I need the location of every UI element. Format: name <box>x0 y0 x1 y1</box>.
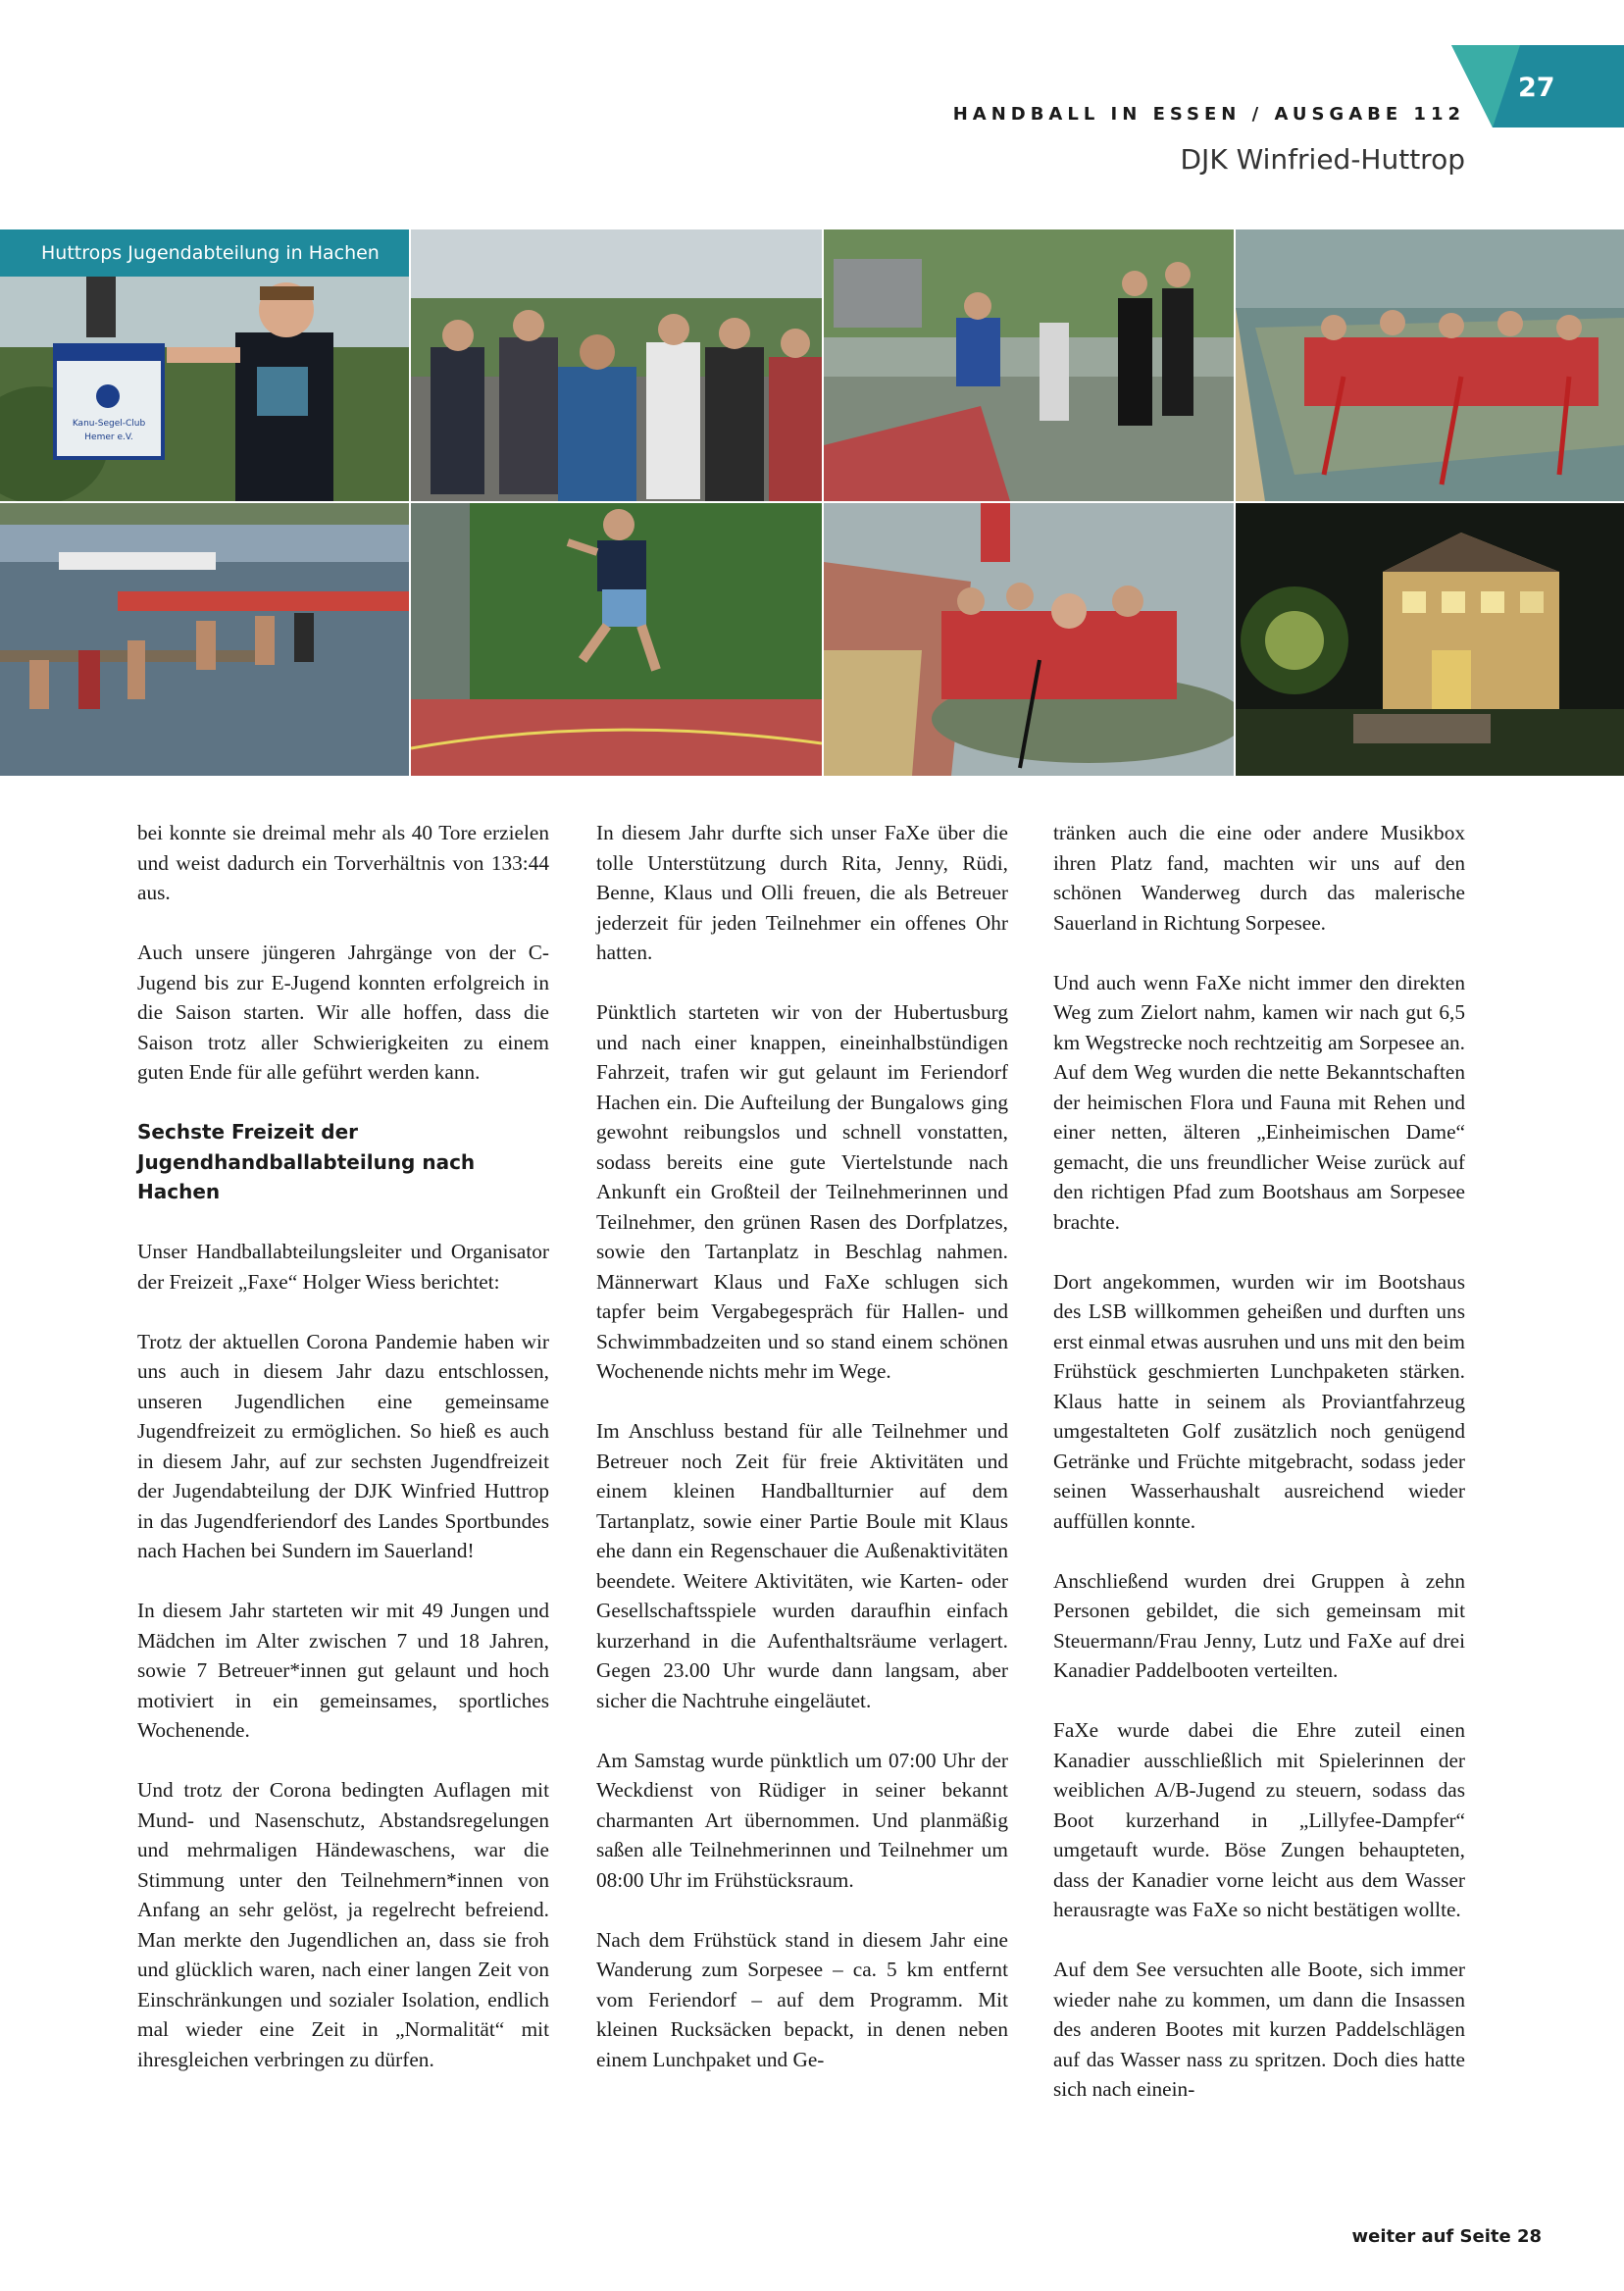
svg-text:Hemer e.V.: Hemer e.V. <box>84 433 133 442</box>
paragraph: Unser Handballabteilungsleiter und Organisator der Freizeit „Faxe“ Holger Wiess berichtet: <box>137 1240 549 1294</box>
paragraph: FaXe wurde dabei die Ehre zuteil einen Kanadier ausschließlich mit Spielerinnen der weiblichen A/B-Jugend zu steuern, sodass das Boot kurzerhand in „Lillyfee-Dampfer“ umgetauft wurde. Böse Zungen behaupteten, dass der Kanadier vorne leicht aus dem Wasser herausragte was FaXe so nicht bestätigen wollte. <box>1053 1718 1465 1921</box>
paragraph: Anschließend wurden drei Gruppen à zehn Personen gebildet, die sich gemeinsam mit Steuermann/Frau Jenny, Lutz und FaXe auf drei Kanadier Paddelbooten verteilten. <box>1053 1568 1465 1682</box>
paragraph: Pünktlich starteten wir von der Hubertusburg und nach einer knappen, eineinhalbstündigen Fahrzeit, trafen wir gut gelaunt im Feriendorf Hachen ein. Die Aufteilung der Bungalows ging gewohnt reibungslos und schnell vonstatten, sodass bereits eine gute Viertelstunde nach Ankunft ein Großteil der Teilnehmerinnen und Teilnehmer, den grünen Rasen des Dorfplatzes, sowie den Tartanplatz in Beschlag nahmen. Männerwart Klaus und FaXe schlugen sich tapfer beim Vergabegespräch für Hallen- und Schwimmbadzeiten und so stand einem schönen Wochenende nichts mehr im Wege. <box>596 1000 1008 1383</box>
paragraph: Trotz der aktuellen Corona Pandemie haben wir uns auch in diesem Jahr dazu entschlossen, unseren Jugendlichen eine gemeinsame Jugendfreizeit zu ermöglichen. So hieß es auch in diesem Jahr, auf zur sechsten Jugendfreizeit der Jugendabteilung der DJK Winfried Huttrop in das Jugendferiendorf des Landes Sportbundes nach Hachen bei Sundern im Sauerland! <box>137 1329 549 1562</box>
paragraph: Und auch wenn FaXe nicht immer den direkten Weg zum Zielort nahm, kamen wir nach gut 6,5 km Wegstrecke noch rechtzeitig am Sorpesee an. Auf dem Weg wurden die nette Bekanntschaften der heimischen Flora und Fauna mit Rehen und einer netten, älteren „Einheimischen Dame“ gemacht, die uns freundlicher Weise zurück auf den richtigen Pfad zum Bootshaus am Sorpesee brachte. <box>1053 970 1465 1234</box>
paragraph: tränken auch die eine oder andere Musikbox ihren Platz fand, machten wir uns auf den schönen Wanderweg durch das malerische Sauerland in Richtung Sorpesee. <box>1053 821 1465 935</box>
paragraph: Dort angekommen, wurden wir im Bootshaus des LSB willkommen geheißen und durften uns erst einmal etwas ausruhen und uns mit den beim Frühstück geschmierten Lunchpaketen stärken. Klaus hatte in seinem als Proviantfahrzeug umgestalteten Golf zusätzlich noch genügend Getränke und Früchte mitgebracht, sodass jeder seinen Wasserhaushalt ausreichend wieder auffüllen konnte. <box>1053 1269 1465 1533</box>
photo-park-group <box>824 229 1234 501</box>
section-title: DJK Winfried-Huttrop <box>1180 143 1465 176</box>
photo-girls-canoe <box>824 503 1234 776</box>
photo-gallery <box>0 229 1624 776</box>
section-heading: Sechste Freizeit der Jugendhandballabteilung nach Hachen <box>137 1120 476 1203</box>
paragraph: Am Samstag wurde pünktlich um 07:00 Uhr der Weckdienst von Rüdiger in seiner bekannt charmanten Art übernommen. Und planmäßig saßen alle Teilnehmerinnen und Teilnehmer um 08:00 Uhr im Frühstücksraum. <box>596 1748 1008 1892</box>
svg-text:Kanu-Segel-Club: Kanu-Segel-Club <box>72 419 146 429</box>
photo-bungalow-night <box>1236 503 1624 776</box>
photo-jump <box>411 503 822 776</box>
photo-canoe-rowing <box>1236 229 1624 501</box>
paragraph: In diesem Jahr starteten wir mit 49 Jungen und Mädchen im Alter zwischen 7 und 18 Jahren, sowie 7 Betreuer*innen gut gelaunt und hoch motiviert in ein gemeinsames, sportliches Wochenende. <box>137 1599 549 1742</box>
gallery-caption: Huttrops Jugendabteilung in Hachen <box>0 229 409 277</box>
photo-dock-lake <box>0 503 409 776</box>
paragraph: bei konnte sie dreimal mehr als 40 Tore erzielen und weist dadurch ein Torverhältnis von 133:44 aus. <box>137 821 549 904</box>
paragraph: In diesem Jahr durfte sich unser FaXe über die tolle Unterstützung durch Rita, Jenny, Rüdi, Benne, Klaus und Olli freuen, die als Betreuer jederzeit für jeden Teilnehmer ein offenes Ohr hatten. <box>596 821 1008 964</box>
paragraph: Auf dem See versuchten alle Boote, sich immer wieder nahe zu kommen, um dann die Insassen des anderen Bootes mit kurzen Paddelschlägen auf das Wasser nass zu spritzen. Doch dies hatte sich nach einein- <box>1053 1958 1465 2101</box>
paragraph: Und trotz der Corona bedingten Auflagen mit Mund- und Nasenschutz, Abstandsregelungen und mehrmaligen Händewaschens, war die Stimmung unter den Teilnehmern*innen von Anfang an sehr gelöst, ja regelrecht befreiend. Man merkte den Jugendlichen an, dass sie froh und glücklich waren, nach einer langen Zeit von Einschränkungen und sozialer Isolation, endlich mal wieder eine Zeit in „Normalität“ mit ihresgleichen verbringen zu dürfen. <box>137 1778 549 2071</box>
page-number: 27 <box>1518 73 1555 103</box>
magazine-title: HANDBALL IN ESSEN / AUSGABE 112 <box>952 104 1465 125</box>
photo-group-gathering <box>411 229 822 501</box>
continued-on-page[interactable]: weiter auf Seite 28 <box>1351 2226 1542 2247</box>
article-column-3 <box>1053 818 1465 2134</box>
article-column-2 <box>596 818 1008 2105</box>
paragraph: Im Anschluss bestand für alle Teilnehmer und Betreuer noch Zeit für freie Aktivitäten und einem kleinen Handballturnier auf dem Tartanplatz, sowie einer Partie Boule mit Klaus ehe dann ein Regenschauer die Außenaktivitäten beendete. Weitere Aktivitäten, wie Karten- oder Gesellschaftsspiele wurden daraufhin einfach kurzerhand in die Aufenthaltsräume verlagert. Gegen 23.00 Uhr wurde dann langsam, aber sicher die Nachtruhe eingeläutet. <box>596 1419 1008 1712</box>
paragraph: Nach dem Frühstück stand in diesem Jahr eine Wanderung zum Sorpesee – ca. 5 km entfernt vom Feriendorf – auf dem Programm. Mit kleinen Rucksäcken bepackt, in denen neben einem Lunchpaket und Ge- <box>596 1927 1008 2071</box>
paragraph: Auch unsere jüngeren Jahrgänge von der C-Jugend bis zur E-Jugend konnten erfolgreich in die Saison starten. Wir alle hoffen, dass die Saison trotz aller Schwierigkeiten zu einem guten Ende für alle geführt werden kann. <box>137 941 549 1084</box>
article-column-1 <box>137 818 549 2105</box>
